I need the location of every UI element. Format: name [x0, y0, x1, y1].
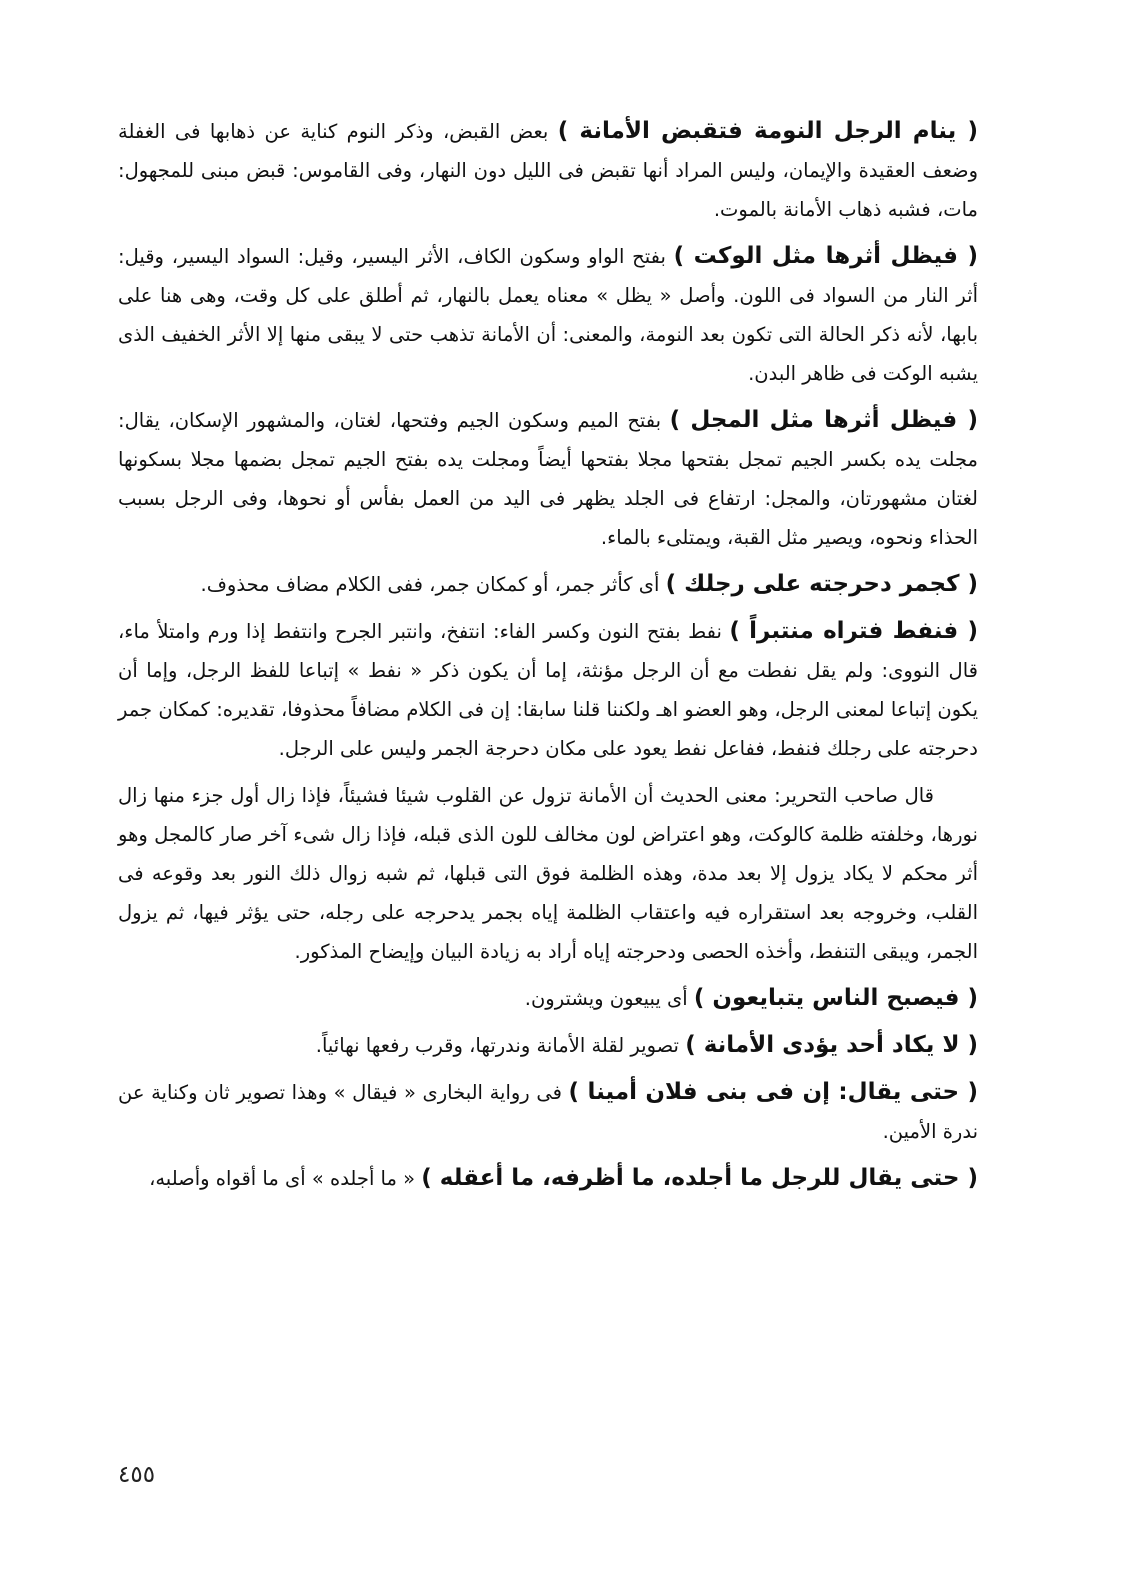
entry-1 — [118, 112, 978, 229]
entry-9 — [118, 1159, 978, 1198]
page-body — [118, 112, 978, 1206]
entry-4 — [118, 565, 978, 604]
entry-2-lemma: ( فيظل أثرها مثل الوكت ) — [673, 243, 978, 269]
entry-6-lemma: ( فيصبح الناس يتبايعون ) — [693, 985, 978, 1011]
entry-6-text: أى يبيعون ويشترون. — [524, 987, 694, 1010]
entry-7-lemma: ( لا يكاد أحد يؤدى الأمانة ) — [685, 1032, 978, 1058]
entry-4-text: أى كأثر جمر، أو كمكان جمر، ففى الكلام مضاف محذوف. — [200, 573, 666, 596]
entry-2-text: بفتح الواو وسكون الكاف، الأثر اليسير، وقيل: السواد اليسير، وقيل: أثر النار من السواد فى اللون. وأصل « يظل » معناه يعمل بالنهار، ثم أطلق على كل وقت، وهى هنا على بابها، لأنه ذكر الحالة التى تكون بعد النومة، والمعنى: أن الأمانة تذهب حتى لا يبقى منها إلا الأثر الخفيف الذى يشبه الوكت فى ظاهر البدن. — [118, 245, 978, 385]
entry-1-lemma: ( ينام الرجل النومة فتقبض الأمانة ) — [557, 118, 979, 144]
entry-7-text: تصوير لقلة الأمانة وندرتها، وقرب رفعها نهائياً. — [315, 1034, 686, 1057]
entry-8 — [118, 1073, 978, 1151]
entry-8-text: فى رواية البخارى « فيقال » وهذا تصوير ثان وكناية عن ندرة الأمين. — [118, 1081, 978, 1143]
entry-5 — [118, 612, 978, 768]
entry-3 — [118, 401, 978, 557]
entry-4-lemma: ( كجمر دحرجته على رجلك ) — [665, 571, 978, 597]
entry-3-text: بفتح الميم وسكون الجيم وفتحها، لغتان، والمشهور الإسكان، يقال: مجلت يده بكسر الجيم تمجل بفتحها مجلا بفتحها أيضاً ومجلت يده بفتح الجيم تمجل بضمها مجلا بسكونها لغتان مشهورتان، والمجل: ارتفاع فى الجلد يظهر فى اليد من العمل بفأس أو نحوها، وفى الرجل بسبب الحذاء ونحوه، ويصير مثل القبة، ويمتلىء بالماء. — [118, 409, 978, 549]
entry-3-lemma: ( فيظل أثرها مثل المجل ) — [669, 407, 978, 433]
entry-6 — [118, 979, 978, 1018]
entry-1-text: بعض القبض، وذكر النوم كناية عن ذهابها فى الغفلة وضعف العقيدة والإيمان، وليس المراد أنها تقبض فى الليل دون النهار، وفى القاموس: قبض مبنى للمجهول: مات، فشبه ذهاب الأمانة بالموت. — [118, 120, 978, 221]
entry-9-text: « ما أجلده » أى ما أقواه وأصلبه، — [149, 1167, 422, 1190]
entry-8-lemma: ( حتى يقال: إن فى بنى فلان أمينا ) — [568, 1079, 978, 1105]
entry-9-lemma: ( حتى يقال للرجل ما أجلده، ما أظرفه، ما أعقله ) — [421, 1165, 978, 1191]
entry-5-text: نفط بفتح النون وكسر الفاء: انتفخ، وانتبر الجرح وانتفط إذا ورم وامتلأ ماء، قال النووى: ولم يقل نفطت مع أن الرجل مؤنثة، إما أن يكون ذكر « نفط » إتباعا للفظ الرجل، وإما أن يكون إتباعا لمعنى الرجل، وهو العضو اهـ ولكننا قلنا سابقا: إن فى الكلام مضافاً محذوفا، تقديره: كمكان جمر دحرجته على رجلك فنفط، ففاعل نفط يعود على مكان دحرجة الجمر وليس على الرجل. — [118, 620, 978, 760]
entry-5-lemma: ( فنفط فتراه منتبراً ) — [729, 618, 979, 644]
entry-2 — [118, 237, 978, 393]
page-number: ٤٥٥ — [118, 1462, 156, 1488]
commentary-paragraph: قال صاحب التحرير: معنى الحديث أن الأمانة تزول عن القلوب شيئا فشيئاً، فإذا زال أول جزء منها زال نورها، وخلفته ظلمة كالوكت، وهو اعتراض لون مخالف للون الذى قبله، فإذا زال شىء آخر صار كالمجل وهو أثر محكم لا يكاد يزول إلا بعد مدة، وهذه الظلمة فوق التى قبلها، ثم شبه زوال ذلك النور بعد وقوعه فى القلب، وخروجه بعد استقراره فيه واعتقاب الظلمة إياه بجمر يدحرجه على رجله، حتى يؤثر فيها، ثم يزول الجمر، ويبقى التنفط، وأخذه الحصى ودحرجته إياه أراد به زيادة البيان وإيضاح المذكور. — [118, 784, 978, 963]
entry-7 — [118, 1026, 978, 1065]
